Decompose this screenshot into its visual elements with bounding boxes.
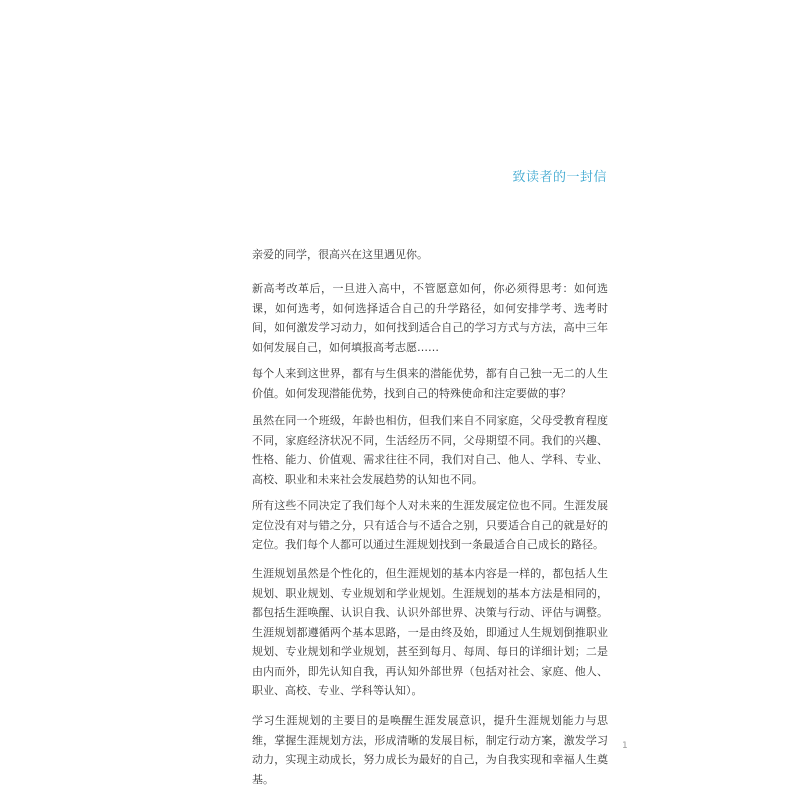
paragraph-4: 所有这些不同决定了我们每个人对未来的生涯发展定位也不同。生涯发展定位没有对与错之分，只有适合与不适合之别，只要适合自己的就是好的定位。我们每个人都可以通过生涯规划找到一条最适合自己成长的路径。	[252, 499, 608, 551]
letter-greeting: 亲爱的同学，很高兴在这里遇见你。	[252, 248, 428, 261]
page-number: 1	[622, 741, 628, 751]
paragraph-3: 虽然在同一个班级，年龄也相仿，但我们来自不同家庭，父母受教育程度不同，家庭经济状况不同，生活经历不同，父母期望不同。我们的兴趣、性格、能力、价值观、需求往往不同，我们对自己、他人、学科、专业、高校、职业和未来社会发展趋势的认知也不同。	[252, 414, 608, 486]
paragraph-5: 生涯规划虽然是个性化的，但生涯规划的基本内容是一样的，都包括人生规划、职业规划、专业规划和学业规划。生涯规划的基本方法是相同的，都包括生涯唤醒、认识自我、认识外部世界、决策与行动、评估与调整。生涯规划都遵循两个基本思路，一是由终及始，即通过人生规划倒推职业规划、专业规划和学业规划，甚至到每月、每周、每日的详细计划；二是由内而外，即先认知自我，再认知外部世界（包括对社会、家庭、他人、职业、高校、专业、学科等认知）。	[252, 567, 608, 697]
paragraph-2: 每个人来到这世界，都有与生俱来的潜能优势，都有自己独一无二的人生价值。如何发现潜能优势，找到自己的特殊使命和注定要做的事？	[252, 367, 608, 400]
letter-title: 致读者的一封信	[512, 170, 607, 185]
paragraph-1: 新高考改革后，一旦进入高中，不管愿意如何，你必须得思考：如何选课，如何选考，如何选择适合自己的升学路径，如何安排学考、选考时间，如何激发学习动力，如何找到适合自己的学习方式与方法，高中三年如何发展自己，如何填报高考志愿……	[252, 282, 608, 354]
paragraph-6: 学习生涯规划的主要目的是唤醒生涯发展意识，提升生涯规划能力与思维，掌握生涯规划方法，形成清晰的发展目标，制定行动方案，激发学习动力，实现主动成长，努力成长为最好的自己，为自我实现和幸福人生奠基。	[252, 714, 608, 786]
